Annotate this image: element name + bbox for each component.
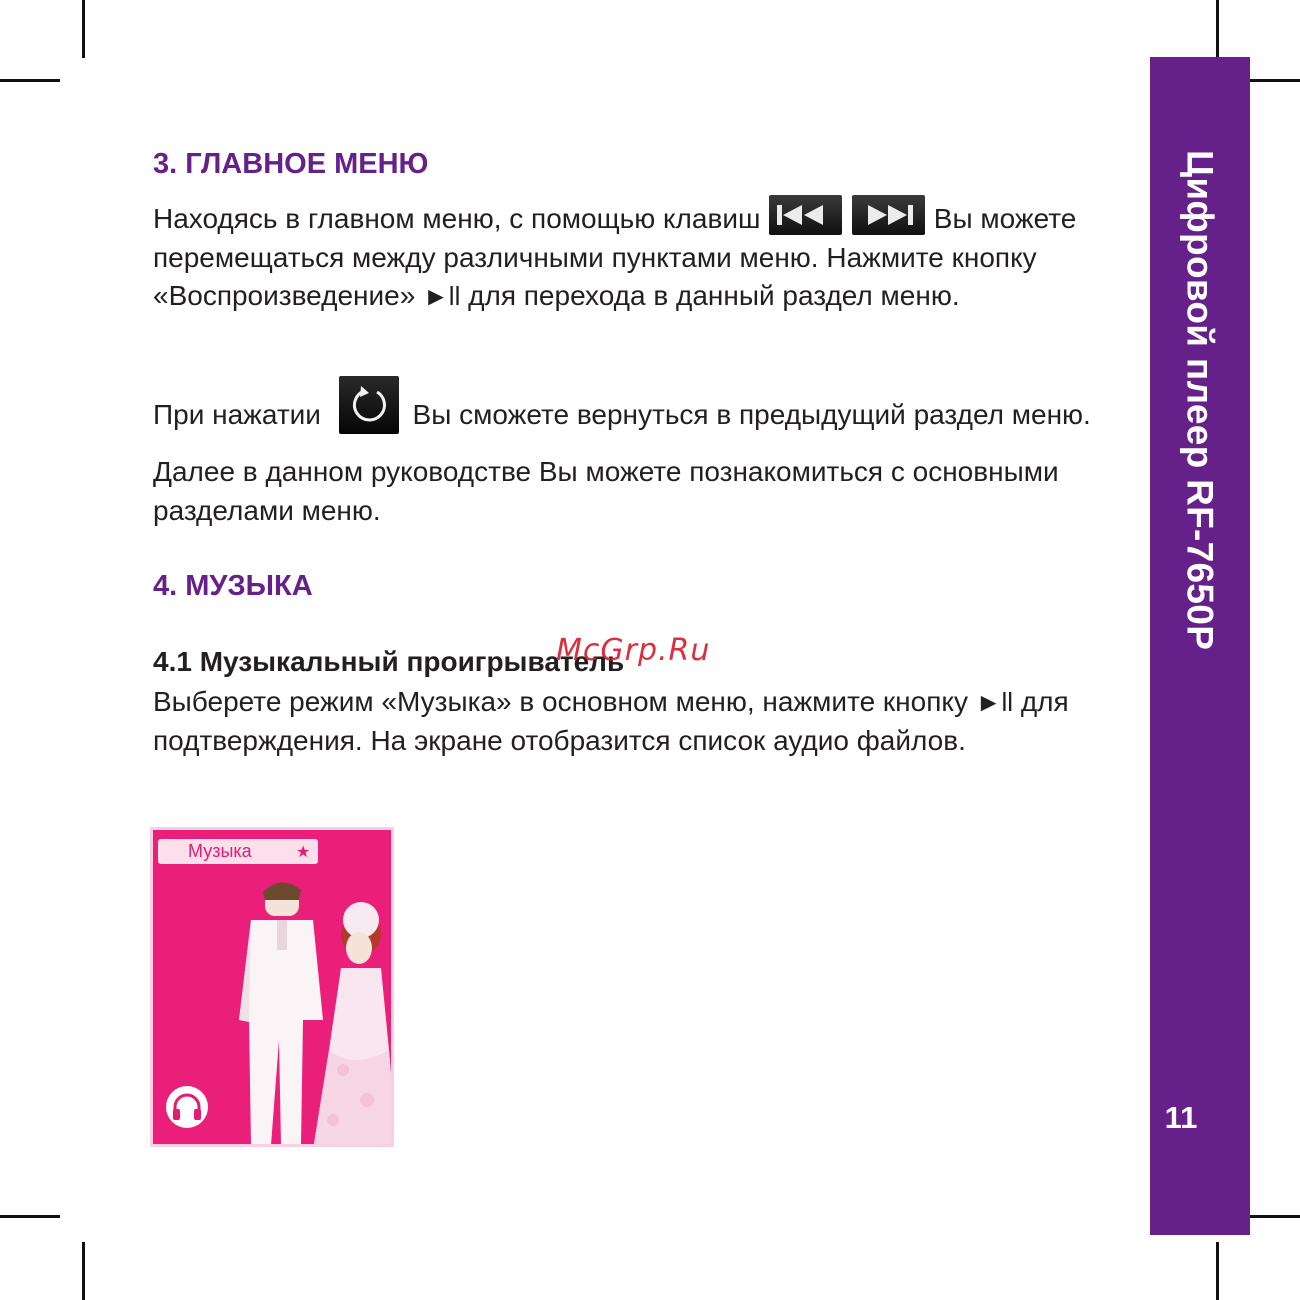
page-number: 11	[1164, 1100, 1198, 1135]
play-pause-icon: ►ll	[975, 687, 1014, 717]
text: Вы сможете вернуться в предыдущий раздел меню.	[412, 399, 1091, 430]
crop-mark	[0, 1215, 60, 1218]
section-4-1-heading: 4.1 Музыкальный проигрыватель	[153, 646, 625, 677]
next-track-icon	[858, 204, 916, 226]
text: Выберете режим «Музыка» в основном меню, нажмите кнопку	[153, 686, 968, 717]
section-3-paragraph-1	[153, 195, 1128, 316]
text: для перехода в данный раздел меню.	[468, 280, 960, 311]
section-3-paragraph-2	[153, 376, 1128, 435]
screen-tab	[158, 839, 318, 864]
section-3-heading: 3. ГЛАВНОЕ МЕНЮ	[153, 148, 429, 180]
prev-track-icon	[775, 204, 833, 226]
screen-tab-label: Музыка	[188, 841, 252, 861]
text: для подтверждения. На экране отобразится список аудио файлов.	[153, 686, 1069, 756]
star-icon: ★	[296, 844, 311, 861]
play-pause-icon: ►ll	[423, 281, 461, 311]
headphones-icon	[165, 1085, 209, 1129]
device-screen-image	[150, 827, 394, 1147]
back-key	[339, 376, 399, 434]
next-key	[852, 195, 925, 235]
back-icon	[348, 384, 390, 426]
text: При нажатии	[153, 399, 321, 430]
section-4-1-paragraph	[153, 683, 1128, 760]
watermark: McGrp.Ru	[556, 633, 711, 668]
crop-mark	[1216, 1242, 1219, 1300]
section-3-paragraph-3: Далее в данном руководстве Вы можете познакомиться с основными разделами меню.	[153, 456, 1059, 526]
prev-key	[769, 195, 842, 235]
crop-mark	[1216, 0, 1219, 58]
crop-mark	[82, 0, 85, 58]
side-title: Цифровой плеер RF-7650P	[1179, 150, 1221, 651]
crop-mark	[82, 1242, 85, 1300]
text: Находясь в главном меню, с помощью клавиш	[153, 203, 761, 234]
section-4-heading: 4. МУЗЫКА	[153, 570, 313, 602]
crop-mark	[0, 79, 60, 82]
text: Вы можете перемещаться между различными пунктами меню. Нажмите кнопку «Воспроизведение»	[153, 203, 1077, 311]
